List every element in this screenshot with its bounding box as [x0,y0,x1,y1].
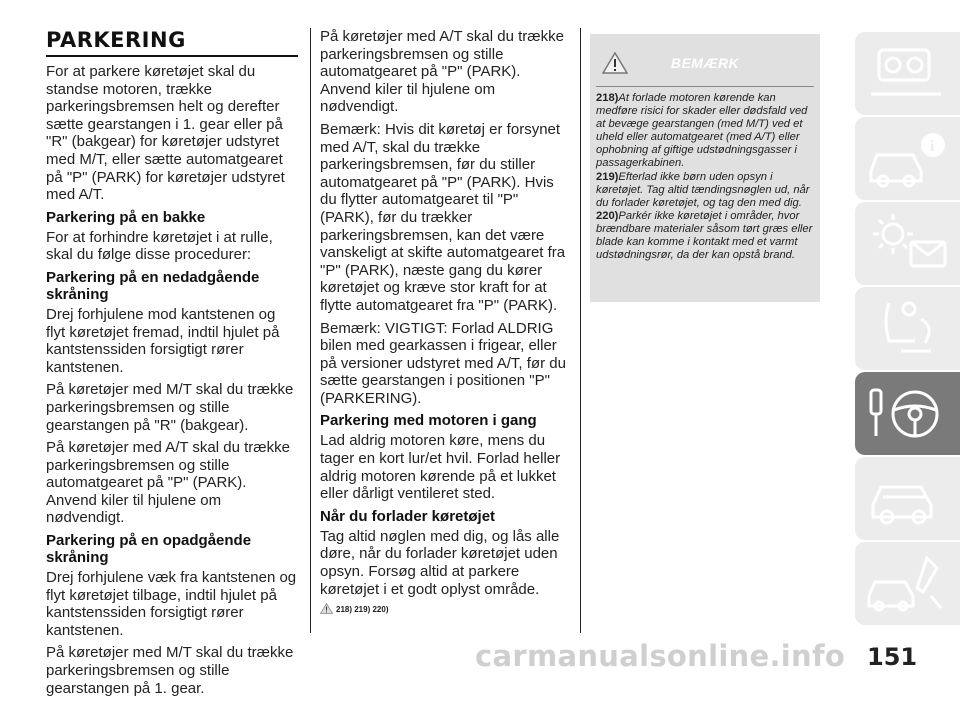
paragraph: På køretøjer med M/T skal du trække parkeringsbremsen og stille gearstangen på "R" (bakgear). [46,381,294,434]
warning-lights-icon [861,206,956,281]
tab-car-info[interactable] [855,117,960,200]
svg-text:i: i [930,138,935,155]
key-steering-icon [861,376,956,451]
warning-item [596,92,814,171]
paragraph: Lad aldrig motoren køre, mens du tager en kort lur/et hvil. Forlad heller aldrig motoren kørende på et lukket eller dårligt ventileret sted. [320,432,561,503]
subheading: Parkering på en nedadgående skråning [46,268,260,303]
paragraph: Bemærk: VIGTIGT: Forlad ALDRIG bilen med gearkassen i frigear, eller på versioner udstyret med A/T, før du sætte gearstangen i positionen "P" (PARKERING). [320,319,566,407]
paragraph: Tag altid nøglen med dig, og lås alle døre, når du forlader køretøjet uden opsyn. Forsøg altid at parkere køretøjet i et godt oplyst område. [320,527,560,598]
tab-key-steering[interactable] [855,372,960,455]
warning-box [590,34,820,302]
paragraph: Bemærk: Hvis dit køretøj er forsynet med A/T, skal du trække parkeringsbremsen, før du stiller automatgearet på "P" (PARK). Hvis du flytter automatgearet til "P" (PARK), før du trækker parkeringsbremsen, kan det være vanskeligt at skifte automatgearet fra "P" (PARK), næste gang du kører køretøjet og kræve stor kraft for at flytte automatgearet fra "P" (PARK). [320,120,566,314]
reference-numbers: 218) 219) 220) [336,605,389,615]
warning-item [596,171,814,210]
warning-number: 220) [596,209,619,222]
warning-body [596,86,814,262]
tab-warning-lights[interactable] [855,202,960,285]
column-divider [310,28,311,633]
subheading: Parkering med motoren i gang [320,412,537,430]
seat-airbag-icon [861,291,956,366]
paragraph: Drej forhjulene mod kantstenen og flyt køretøjet fremad, indtil hjulet på kantstenssiden forsigtigt rører kantstenen. [46,305,280,376]
page-number: 151 [867,643,918,671]
paragraph: Drej forhjulene væk fra kantstenen og flyt køretøjet tilbage, indtil hjulet på kantstenssiden forsigtigt rører kantstenen. [46,569,297,639]
page-title: PARKERING [46,28,298,57]
tab-car-dashboard[interactable] [855,32,960,115]
warning-triangle-icon [320,603,333,614]
middle-column [320,28,570,614]
warning-references [320,603,570,614]
warning-text: At forlade motoren kørende kan medføre risici for skader eller dødsfald ved at bevæge gearstangen (med M/T) ved et uheld eller automatgearet (med A/T) eller ophobning af giftige udstødningsgasser i passagerkabinen. [596,92,808,170]
left-column [46,28,298,702]
warning-text: Parkér ikke køretøjet i områder, hvor brændbare materialer såsom tørt græs eller blade kan komme i kontakt med et varmt udstødningsrør, da der kan opstå brand. [596,209,813,262]
paragraph: På køretøjer med A/T skal du trække parkeringsbremsen og stille automatgearet på "P" (PARK). Anvend kiler til hjulene om nødvendigt. [320,28,564,116]
warning-text: Efterlad ikke børn uden opsyn i køretøjet. Tag altid tændingsnøglen ud, når du forlader køretøjet, og tag den med dig. [596,170,810,209]
chapter-sidebar-lower [855,452,960,632]
subheading: Når du forlader køretøjet [320,507,496,525]
subheading: Parkering på en opadgående skråning [46,532,252,567]
paragraph: På køretøjer med A/T skal du trække parkeringsbremsen og stille automatgearet på "P" (PARK). Anvend kiler til hjulene om nødvendigt. [46,439,290,527]
column-divider [580,28,581,633]
warning-number: 218) [596,92,619,104]
paragraph: For at parkere køretøjet skal du standse motoren, trække parkeringsbremsen helt og derefter sætte gearstangen i 1. gear eller på "R" (bakgear) for køretøjer udstyret med M/T, eller sætte automatgearet på "P" (PARK) for køretøjer udstyret med A/T. [46,63,285,204]
car-info-icon [861,121,956,196]
warning-number: 219) [596,170,619,183]
warning-item [596,210,814,262]
watermark: carmanualsonline.info [475,639,846,673]
warning-title: BEMÆRK [670,55,740,71]
tab-seat-airbag[interactable] [855,287,960,370]
paragraph: På køretøjer med M/T skal du trække parkeringsbremsen og stille gearstangen på 1. gear. [46,644,294,697]
warning-header [590,34,820,86]
subheading: Parkering på en bakke [46,208,206,226]
paragraph: For at forhindre køretøjet i at rulle, skal du følge disse procedurer: [46,228,273,264]
car-dashboard-icon [861,36,956,111]
